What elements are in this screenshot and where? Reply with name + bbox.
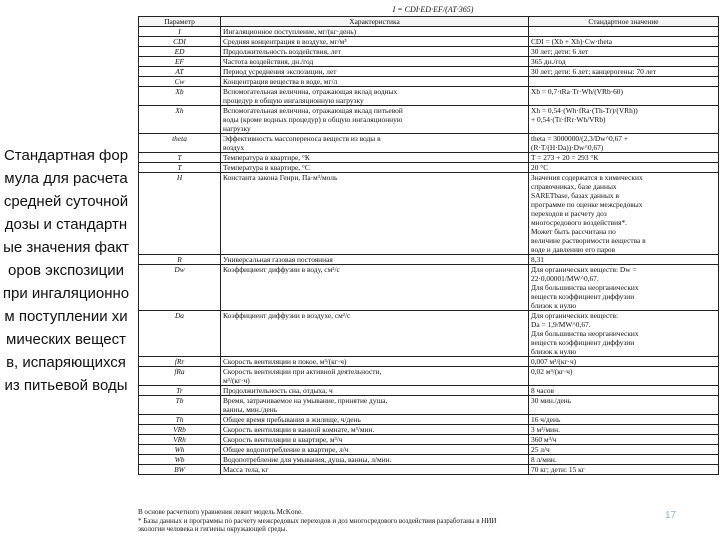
std-line: переходов и расчету доз (531, 209, 607, 218)
std-cell (529, 265, 719, 311)
std-line: Xb = 0,7·tRa·Tr·Wh/(VRb·60) (531, 87, 623, 96)
std-line: воде и давлению его паров (531, 245, 616, 254)
std-line: 30 лет; дети: 6 лет (531, 47, 589, 56)
desc-line: Масса тела, кг (223, 465, 269, 474)
desc-line: Ингаляционное поступление, мг/(кг·день) (223, 27, 357, 36)
param-cell: Xb (139, 87, 221, 106)
std-line: 16 ч/день (531, 415, 561, 424)
desc-cell (221, 47, 529, 57)
param-cell: VRb (139, 425, 221, 435)
table-row (139, 396, 719, 415)
desc-line: Продолжительность сна, отдыха, ч (223, 386, 333, 395)
desc-line: Скорость вентиляции в покое, м³/(кг·ч) (223, 357, 347, 366)
desc-cell (221, 153, 529, 163)
std-line: 22·0,00001/MW^0,67. (531, 274, 599, 283)
desc-line: Скорость вентиляции в квартире, м³/ч (223, 435, 343, 444)
desc-cell (221, 465, 529, 475)
param-cell: EF (139, 57, 221, 67)
desc-line: воды (кроме водных процедур) в общую ингаляционную (223, 115, 403, 124)
param-cell: Wh (139, 445, 221, 455)
table-row (139, 87, 719, 106)
std-cell (529, 134, 719, 153)
std-line: программе по оценке межсредовых (531, 200, 643, 209)
std-line: 360 м³/ч (531, 435, 557, 444)
desc-line: Скорость вентиляции при активной деятельности, (223, 367, 382, 376)
std-line: веществ коэффициент диффузии (531, 338, 635, 347)
desc-line: м³/(кг·ч) (223, 376, 250, 385)
param-cell: fRr (139, 357, 221, 367)
param-cell: Wb (139, 455, 221, 465)
std-line (531, 77, 716, 86)
std-cell (529, 396, 719, 415)
desc-cell (221, 367, 529, 386)
table-row (139, 357, 719, 367)
param-cell: Dw (139, 265, 221, 311)
table-row (139, 425, 719, 435)
std-line: 70 кг; дети: 15 кг (531, 465, 585, 474)
param-cell: T (139, 163, 221, 173)
page-number: 17 (665, 510, 677, 521)
std-line (531, 27, 716, 36)
table-header-row (139, 17, 719, 27)
std-line: 365 дн./год (531, 57, 566, 66)
std-cell (529, 311, 719, 357)
desc-line: Вспомогательная величина, отражающая вклад водных (223, 87, 398, 96)
desc-line: Эффективность массопереноса веществ из воды в (223, 134, 381, 143)
param-cell: Cw (139, 77, 221, 87)
param-cell: Th (139, 415, 221, 425)
formula-header: I = CDI·ED·EF/(AT·365) (392, 5, 474, 14)
std-line: 25 л/ч (531, 445, 550, 454)
std-line: близок к нулю (531, 347, 577, 356)
desc-cell (221, 445, 529, 455)
desc-line: процедур в общую ингаляционную нагрузку (223, 96, 364, 105)
desc-cell (221, 87, 529, 106)
desc-cell (221, 311, 529, 357)
note-line: * Базы данных и программы по расчету межсредовых переходов и доз многосредового воздействия разработаны в НИИ (138, 516, 497, 525)
desc-cell (221, 163, 529, 173)
param-cell: VRh (139, 435, 221, 445)
table-row (139, 435, 719, 445)
table-row (139, 465, 719, 475)
std-line: theta = 3000000/(2,3/Dw^0,67 + (531, 134, 628, 143)
table-row (139, 134, 719, 153)
desc-cell (221, 425, 529, 435)
desc-cell (221, 173, 529, 255)
table-notes (138, 508, 718, 534)
table-row (139, 106, 719, 134)
std-line: CDI = (Xb + Xh)·Cw·theta (531, 37, 612, 46)
desc-cell (221, 27, 529, 37)
table-row (139, 415, 719, 425)
std-cell (529, 106, 719, 134)
param-cell: Da (139, 311, 221, 357)
std-line: Для большинства неорганических (531, 283, 639, 292)
desc-line: Коэффициент диффузии в воздухе, см²/с (223, 311, 351, 320)
desc-line: Период усреднения экспозиции, лет (223, 67, 337, 76)
std-line: 8,31 (531, 255, 544, 264)
desc-cell (221, 435, 529, 445)
desc-line: Концентрация вещества в воде, мг/л (223, 77, 338, 86)
desc-cell (221, 386, 529, 396)
desc-cell (221, 357, 529, 367)
std-line: Может быть рассчитана по (531, 227, 616, 236)
std-cell (529, 386, 719, 396)
table-row (139, 367, 719, 386)
desc-line: Температура в квартире, °К (223, 153, 310, 162)
header-desc: Характеристика (221, 17, 529, 27)
desc-cell (221, 134, 529, 153)
document-image (138, 4, 718, 536)
std-line: Для большинства неорганических (531, 329, 639, 338)
header-param: Параметр (139, 17, 221, 27)
std-cell (529, 77, 719, 87)
desc-line: Общее время пребывания в жилище, ч/день (223, 415, 361, 424)
param-cell: Xh (139, 106, 221, 134)
desc-line: Вспомогательная величина, отражающая вклад питьевой (223, 106, 403, 115)
std-cell (529, 153, 719, 163)
header-std: Стандартное значение (529, 17, 719, 27)
param-cell: Tb (139, 396, 221, 415)
param-cell: I (139, 27, 221, 37)
desc-cell (221, 67, 529, 77)
table-row (139, 445, 719, 455)
desc-line: Универсальная газовая постоянная (223, 255, 333, 264)
std-line: 8 л/мин. (531, 455, 557, 464)
std-line: веществ коэффициент диффузии (531, 292, 635, 301)
desc-line: Средняя концентрация в воздухе, мг/м³ (223, 37, 347, 46)
table-row (139, 77, 719, 87)
desc-line: воздух (223, 143, 245, 152)
desc-line: ванны, мин./день (223, 405, 278, 414)
table-row (139, 67, 719, 77)
std-cell (529, 357, 719, 367)
param-cell: AT (139, 67, 221, 77)
std-cell (529, 163, 719, 173)
desc-line: Общее водопотребление в квартире, л/ч (223, 445, 349, 454)
desc-cell (221, 265, 529, 311)
desc-line: Водопотребление для умывания, душа, ванны, л/мин. (223, 455, 392, 464)
param-cell: CDI (139, 37, 221, 47)
desc-cell (221, 396, 529, 415)
table-row (139, 57, 719, 67)
table-row (139, 173, 719, 255)
table-row (139, 153, 719, 163)
std-line: Для органических веществ: (531, 311, 619, 320)
desc-cell (221, 106, 529, 134)
param-cell: R (139, 255, 221, 265)
std-line: величине растворимости вещества в (531, 236, 646, 245)
std-line: многосредового воздействия*. (531, 218, 628, 227)
param-cell: theta (139, 134, 221, 153)
desc-line: Температура в квартире, °С (223, 163, 310, 172)
slide-title: Стандартная формула для расчета средней суточной дозы и стандартные значения факторов экспозиции при ингаляционном поступлении химических веществ, испаряющихся из питьевой воды (2, 146, 130, 394)
std-line: 20 °С (531, 163, 549, 172)
std-line: 0,02 м³/(кг·ч) (531, 367, 573, 376)
param-cell: Tr (139, 386, 221, 396)
desc-cell (221, 255, 529, 265)
desc-cell (221, 57, 529, 67)
std-cell (529, 367, 719, 386)
table-row (139, 311, 719, 357)
desc-line: Скорость вентиляции в ванной комнате, м³/мин. (223, 425, 375, 434)
note-line: В основе расчетного уравнения лежит модель McKone. (138, 508, 303, 516)
std-cell (529, 415, 719, 425)
table-row (139, 37, 719, 47)
std-line: 30 лет; дети: 6 лет; канцерогены: 70 лет (531, 67, 656, 76)
desc-cell (221, 415, 529, 425)
desc-line: Константа закона Генри, Па·м³/моль (223, 173, 338, 182)
std-cell (529, 57, 719, 67)
desc-line: Время, затрачиваемое на умывание, принятие душа, (223, 396, 388, 405)
table-row (139, 255, 719, 265)
table-row (139, 163, 719, 173)
std-line: 0,007 м³/(кг·ч) (531, 357, 577, 366)
std-line: Xh = 0,54·(Wh·fRa·(Th-Tr)/(VRh)) (531, 106, 638, 115)
std-cell (529, 47, 719, 57)
std-cell (529, 255, 719, 265)
std-line: Значения содержатся в химических (531, 173, 643, 182)
std-cell (529, 27, 719, 37)
param-cell: fRa (139, 367, 221, 386)
desc-cell (221, 77, 529, 87)
std-cell (529, 455, 719, 465)
desc-cell (221, 37, 529, 47)
std-line: справочниках, базе данных (531, 182, 617, 191)
std-cell (529, 173, 719, 255)
std-cell (529, 435, 719, 445)
desc-line: Коэффициент диффузии в воду, см²/с (223, 265, 340, 274)
desc-line: Продолжительность воздействия, лет (223, 47, 341, 56)
std-line: 30 мин./день (531, 396, 572, 405)
note-line: экологии человека и гигиены окружающей среды. (138, 525, 288, 533)
param-cell: BW (139, 465, 221, 475)
desc-line: Частота воздействия, дн./год (223, 57, 314, 66)
std-line: Для органических веществ: Dw = (531, 265, 637, 274)
table-row (139, 47, 719, 57)
std-cell (529, 37, 719, 47)
std-line: 3 м³/мин. (531, 425, 560, 434)
param-cell: H (139, 173, 221, 255)
table-row (139, 386, 719, 396)
exposure-factors-table (138, 16, 719, 475)
std-line: (R·T/(H·Da))·Dw^0,67) (531, 143, 604, 152)
std-cell (529, 445, 719, 455)
table-row (139, 455, 719, 465)
std-line: T = 273 + 20 = 293 °К (531, 153, 599, 162)
param-cell: ED (139, 47, 221, 57)
table-row (139, 265, 719, 311)
std-line: + 0,54·(Tr·fRr·Wh/VRb) (531, 115, 606, 124)
param-cell: T (139, 153, 221, 163)
std-line: 8 часов (531, 386, 555, 395)
std-cell (529, 87, 719, 106)
std-line: SARETbase, базах данных в (531, 191, 619, 200)
std-cell (529, 67, 719, 77)
desc-cell (221, 455, 529, 465)
table-row (139, 27, 719, 37)
std-cell (529, 425, 719, 435)
left-panel (0, 0, 132, 540)
desc-line: нагрузку (223, 124, 251, 133)
std-line: близок к нулю (531, 301, 577, 310)
std-line: Da = 1,9/MW^0,67. (531, 320, 591, 329)
std-cell (529, 465, 719, 475)
